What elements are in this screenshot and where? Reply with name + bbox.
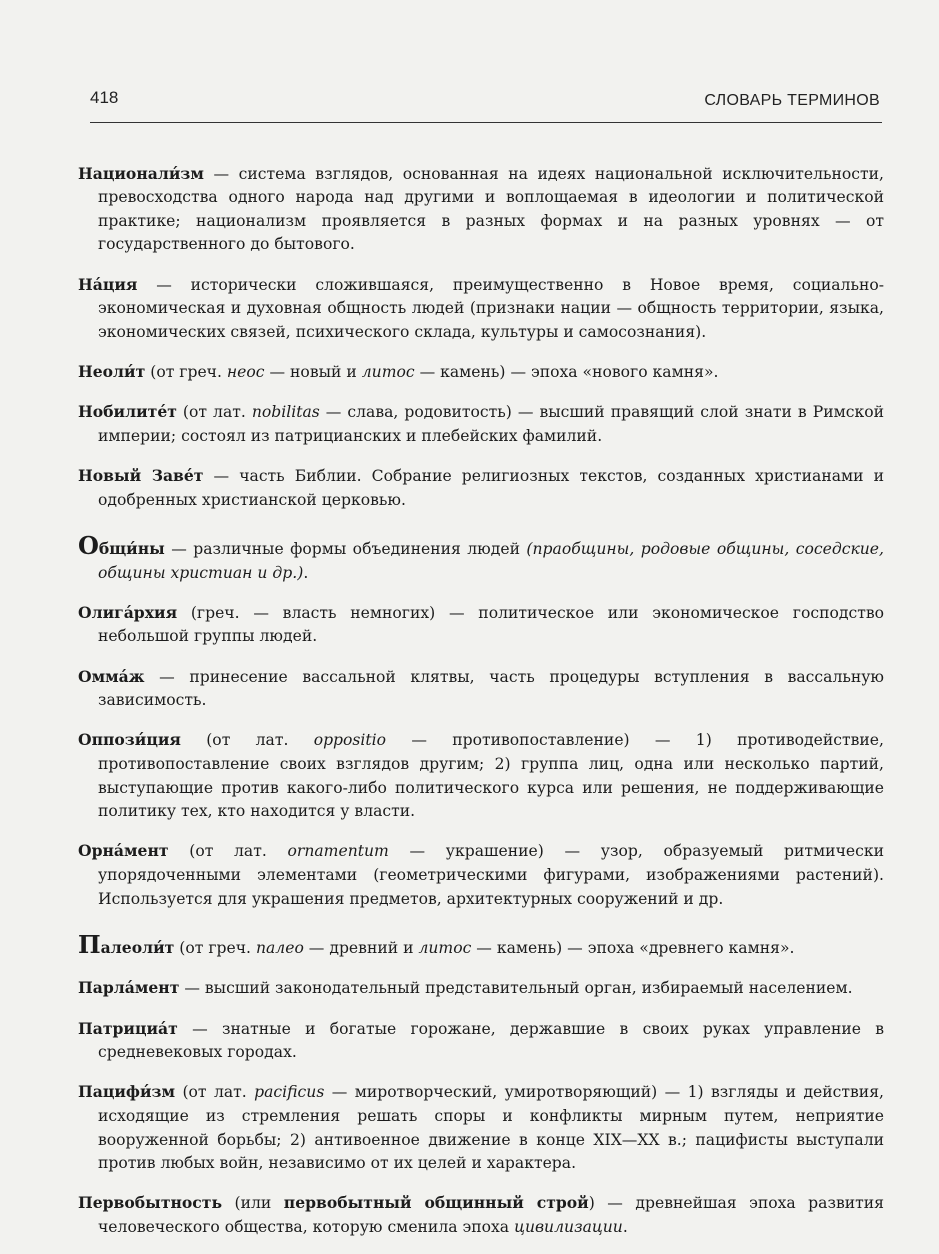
glossary-entry-ornament xyxy=(78,839,884,911)
entry-term: Патрициа́т xyxy=(78,1018,178,1038)
glossary-entry-patriciate xyxy=(78,1017,884,1065)
entry-term: На́ция xyxy=(78,274,138,294)
entry-term: Оппози́ция xyxy=(78,730,181,750)
entry-definition: — камень) — эпоха «древнего камня». xyxy=(471,939,795,958)
entry-definition: — знатные и богатые горожане, державшие в своих руках управление в средневековых городах. xyxy=(98,1019,884,1062)
section-letter: О xyxy=(78,531,99,561)
glossary-entry-opposition xyxy=(78,728,884,823)
running-title: СЛОВАРЬ ТЕРМИНОВ xyxy=(704,92,880,109)
entry-term: Нобилите́т xyxy=(78,402,177,422)
entry-definition: — различные формы объединения людей xyxy=(164,540,527,559)
entry-term: Пацифи́зм xyxy=(78,1082,176,1102)
entry-definition: (от лат. xyxy=(168,842,288,861)
glossary-entry-communities xyxy=(78,531,884,585)
entry-definition: — украшение) — узор, образуемый ритмически упорядоченными элементами (геометрическими фигурами, изображениями растений). Используется для украшения предметов, архитектурных сооружений и др. xyxy=(98,842,884,908)
glossary-entry-oligarchy xyxy=(78,601,884,649)
glossary-entry-neolithic xyxy=(78,360,884,385)
entry-term: Орна́мент xyxy=(78,841,169,861)
entry-definition: — новый и xyxy=(264,362,362,381)
glossary-entry-new-testament xyxy=(78,464,884,512)
glossary-entry-nationalism xyxy=(78,162,884,257)
entry-definition: — противопоставление) — 1) противодействие, противопоставление своих взглядов другим; 2) группа лиц, одна или несколько партий, выступающие против какого-либо политического курса или решения, не поддерживающие политику тех, кто находится у власти. xyxy=(98,731,884,821)
entry-definition: (от лат. xyxy=(175,1083,255,1102)
entry-definition: — система взглядов, основанная на идеях национальной исключительности, превосходства одного народа над другими и воплощаемая в идеологии и политической практике; национализм проявляется в разных формах и на разных уровнях — от государственного до бытового. xyxy=(98,164,884,254)
entry-etymology: nobilitas xyxy=(251,403,320,422)
entry-definition: (от греч. xyxy=(145,362,227,381)
entry-definition: — часть Библии. Собрание религиозных текстов, созданных христианами и одобренных христианской церковью. xyxy=(98,466,885,509)
page-header xyxy=(90,82,882,123)
entry-definition: (от греч. xyxy=(174,939,256,958)
entry-term: Омма́ж xyxy=(78,666,145,686)
glossary-entry-nobility xyxy=(78,400,884,448)
entry-definition: — слава, родовитость) — высший правящий слой знати в Римской империи; состоял из патрицианских и плебейских фамилий. xyxy=(98,403,884,445)
entry-term: алеоли́т xyxy=(100,938,175,958)
entry-etymology: oppositio xyxy=(313,731,387,750)
entry-etymology: литос xyxy=(418,939,472,958)
entry-cross-reference: цивилизации xyxy=(514,1217,623,1236)
entry-term: Неоли́т xyxy=(78,361,146,381)
entry-term: Олига́рхия xyxy=(78,602,178,622)
entry-etymology: неос xyxy=(226,362,265,381)
entry-term: бщи́ны xyxy=(98,539,165,559)
entry-definition: — древний и xyxy=(303,939,419,958)
glossary-entry-nation xyxy=(78,273,884,345)
entry-etymology: ornamentum xyxy=(287,842,389,861)
entry-definition: ) — древнейшая эпоха развития человеческого общества, которую сменила эпоха xyxy=(98,1194,884,1236)
entry-term: Национали́зм xyxy=(78,163,204,183)
entry-definition: — высший законодательный представительный орган, избираемый населением. xyxy=(179,979,853,998)
page-number: 418 xyxy=(90,88,119,107)
entry-term: Парла́мент xyxy=(78,978,180,998)
entry-definition: (от лат. xyxy=(180,731,314,750)
entry-definition: — исторически сложившаяся, преимущественно в Новое время, социально-экономическая и духовная общность людей (признаки нации — общность территории, языка, экономических связей, психического склада, культуры и самосознания). xyxy=(98,275,884,341)
entry-examples: (праобщины, родовые общины, соседские, общины христиан и др.) xyxy=(98,540,884,582)
entry-definition: (или xyxy=(222,1194,284,1213)
entry-definition: (греч. — власть немногих) — политическое или экономическое господство небольшой группы людей. xyxy=(98,603,884,646)
entry-etymology: литос xyxy=(361,362,415,381)
section-letter: П xyxy=(78,930,101,960)
entry-term-alias: первобытный общинный строй xyxy=(283,1193,589,1213)
glossary-entry-parliament xyxy=(78,976,884,1001)
entry-definition: — камень) — эпоха «нового камня». xyxy=(414,362,719,381)
entry-etymology: палео xyxy=(255,939,304,958)
glossary-entry-pacifism xyxy=(78,1080,884,1175)
entry-definition: . xyxy=(622,1217,628,1236)
entry-etymology: pacificus xyxy=(254,1083,325,1102)
entry-term: Новый Заве́т xyxy=(78,465,204,485)
entry-definition: (от лат. xyxy=(176,403,252,422)
glossary-entries xyxy=(78,146,884,1250)
entry-term: Первобытность xyxy=(78,1193,223,1213)
glossary-entry-homage xyxy=(78,665,884,713)
entry-definition: — миротворческий, умиротворяющий) — 1) взгляды и действия, исходящие из стремления решать споры и конфликты мирным путем, неприятие вооруженной борьбы; 2) антивоенное движение в конце XIX—XX в.; пацифисты выступали против любых войн, независимо от их целей и характера. xyxy=(98,1083,884,1173)
glossary-entry-paleolithic xyxy=(78,930,884,961)
glossary-entry-primitive-society xyxy=(78,1191,884,1239)
entry-definition: . xyxy=(303,563,309,582)
entry-definition: — принесение вассальной клятвы, часть процедуры вступления в вассальную зависимость. xyxy=(98,667,884,710)
